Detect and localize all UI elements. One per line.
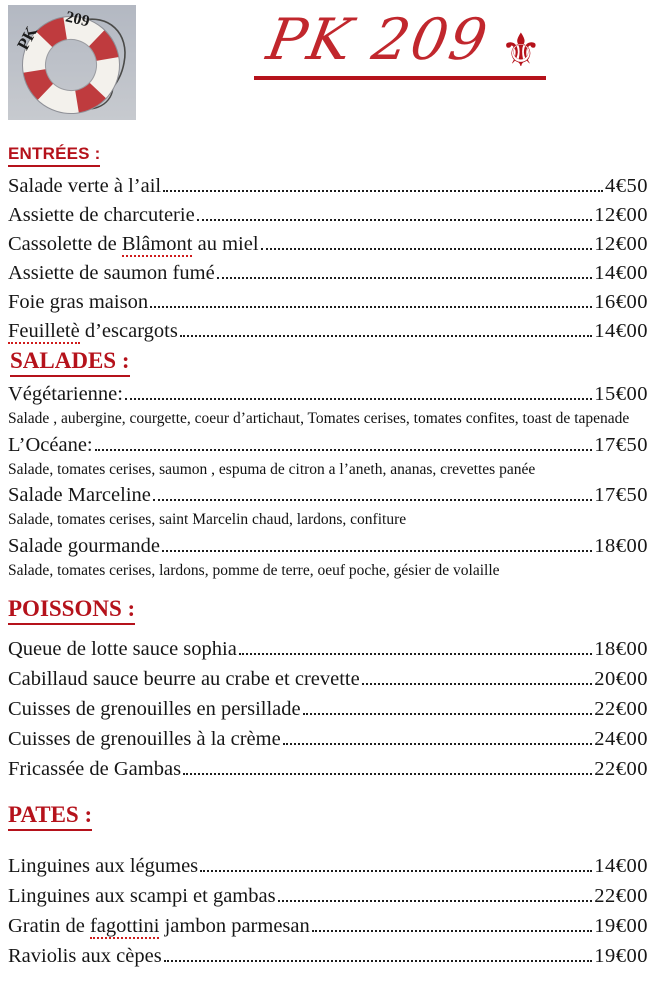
item-name: [8, 230, 259, 259]
item-name-text: Salade gourmande: [8, 534, 160, 557]
item-name-text: Gratin de: [8, 915, 90, 937]
item-name: [8, 881, 276, 911]
item-name: [8, 694, 301, 724]
page-title: PK 209: [262, 7, 495, 73]
item-price: 12€00: [594, 204, 648, 226]
menu-section: [8, 596, 648, 784]
dotted-leader: [200, 870, 592, 872]
item-name: [8, 201, 195, 230]
menu-item-row: [8, 172, 648, 201]
dotted-leader: [153, 499, 592, 501]
dotted-leader: [180, 335, 592, 337]
menu-item-row: [8, 851, 648, 881]
item-price: 15€00: [594, 383, 648, 405]
menu-item-row: [8, 201, 648, 230]
life-ring-image: [8, 5, 136, 120]
item-name: [8, 754, 181, 784]
item-price: 14€00: [594, 855, 648, 877]
item-name: [8, 724, 281, 754]
menu-item-row: [8, 634, 648, 664]
dotted-leader: [261, 248, 593, 250]
item-name-text: Fricassée de Gambas: [8, 758, 182, 780]
dotted-leader: [183, 773, 592, 775]
item-name-text: L’Océane:: [8, 433, 93, 456]
life-ring-photo: [8, 5, 136, 132]
dotted-leader: [95, 449, 593, 451]
item-price: 19€00: [594, 915, 648, 937]
item-name: [8, 911, 310, 941]
menu-item-row: [8, 754, 648, 784]
menu-item-row: [8, 317, 648, 346]
item-name-text: Assiette de charcuterie: [8, 204, 195, 226]
item-name: [8, 431, 93, 460]
item-name-text: Salade verte à l’ail: [8, 175, 162, 197]
item-price: 14€00: [594, 320, 648, 342]
menu-sections: [0, 132, 664, 971]
section-header: SALADES :: [10, 348, 130, 377]
item-name-text: Cabillaud sauce beurre au crabe et crevette: [8, 668, 360, 690]
dotted-leader: [239, 653, 592, 655]
spellcheck-marked-word: Feuilletè: [8, 320, 80, 342]
item-name: [8, 532, 160, 561]
ring-label-209: 209: [63, 8, 92, 31]
dotted-leader: [303, 713, 593, 715]
title-block: [136, 0, 664, 132]
item-description: Salade , aubergine, courgette, coeur d’artichaut, Tomates cerises, tomates confites, toast de tapenade: [8, 410, 630, 427]
item-description: Salade, tomates cerises, saumon , espuma de citron a l’aneth, ananas, crevettes panée: [8, 460, 536, 478]
menu-item-row: [8, 532, 648, 561]
dotted-leader: [312, 930, 593, 932]
menu-item-row: [8, 664, 648, 694]
item-name-text: d’escargots: [79, 320, 178, 342]
item-name-text: au miel: [192, 233, 259, 255]
dotted-leader: [278, 900, 593, 902]
item-name-text: Raviolis aux cèpes: [8, 945, 162, 967]
item-name-text: Cuisses de grenouilles en persillade: [8, 698, 301, 720]
item-name: [8, 380, 123, 409]
menu-item-row: [8, 481, 648, 510]
item-name: [8, 317, 178, 346]
menu-item-row: [8, 694, 648, 724]
item-price: 22€00: [594, 698, 648, 720]
menu-item-row: [8, 259, 648, 288]
dotted-leader: [162, 550, 592, 552]
menu-item-row: [8, 380, 648, 409]
item-price: 24€00: [594, 728, 648, 750]
item-price: 18€00: [594, 534, 648, 557]
item-price: 4€50: [605, 175, 648, 197]
item-price: 22€00: [594, 758, 648, 780]
dotted-leader: [197, 219, 593, 221]
dotted-leader: [217, 277, 593, 279]
item-name: [8, 664, 360, 694]
menu-item-row: [8, 941, 648, 971]
menu-item-row: [8, 431, 648, 460]
item-price: 16€00: [594, 291, 648, 313]
item-name-text: Végétarienne:: [8, 383, 123, 405]
menu-item-row: [8, 724, 648, 754]
menu-section: [8, 346, 648, 580]
section-header: POISSONS :: [8, 596, 135, 625]
item-price: 20€00: [594, 668, 648, 690]
menu-item-row: [8, 288, 648, 317]
menu-header: [0, 0, 664, 132]
ring-label-pk: PK: [13, 23, 42, 53]
menu-item-row: [8, 881, 648, 911]
menu-section: [8, 132, 648, 346]
dotted-leader: [362, 683, 593, 685]
dotted-leader: [163, 190, 603, 192]
item-name: [8, 288, 148, 317]
menu-item-row: [8, 230, 648, 259]
item-name-text: Linguines aux légumes: [8, 855, 199, 877]
fleur-de-lis-icon: ⚜: [500, 23, 542, 77]
item-name: [8, 941, 162, 971]
item-description: Salade, tomates cerises, saint Marcelin chaud, lardons, confiture: [8, 511, 407, 528]
dotted-leader: [150, 306, 592, 308]
dotted-leader: [283, 743, 593, 745]
title-underline: [254, 4, 545, 80]
item-name-text: Linguines aux scampi et gambas: [8, 885, 276, 907]
item-name-text: Cassolette de: [8, 233, 122, 255]
item-name: [8, 851, 198, 881]
item-name-text: Salade Marceline: [8, 484, 151, 506]
item-name: [8, 259, 215, 288]
item-price: 17€50: [594, 484, 648, 506]
item-name-text: Assiette de saumon fumé: [8, 262, 215, 284]
spellcheck-marked-word: Blâmont: [121, 233, 193, 255]
item-price: 22€00: [594, 885, 648, 907]
item-price: 12€00: [594, 233, 648, 255]
section-header: ENTRÉES :: [8, 144, 100, 167]
item-description: Salade, tomates cerises, lardons, pomme de terre, oeuf poche, gésier de volaille: [8, 561, 500, 579]
item-price: 18€00: [594, 638, 648, 660]
dotted-leader: [125, 398, 592, 400]
item-name: [8, 481, 151, 510]
item-name-text: Queue de lotte sauce sophia: [8, 638, 237, 660]
item-name: [8, 634, 237, 664]
item-price: 14€00: [594, 262, 648, 284]
spellcheck-marked-word: fagottini: [89, 915, 160, 937]
item-price: 17€50: [594, 433, 648, 456]
menu-item-row: [8, 911, 648, 941]
item-price: 19€00: [594, 945, 648, 967]
dotted-leader: [164, 960, 593, 962]
menu-section: [8, 802, 648, 971]
section-header: PATES :: [8, 802, 92, 831]
item-name: [8, 172, 161, 201]
item-name-text: jambon parmesan: [159, 915, 310, 937]
item-name-text: Cuisses de grenouilles à la crème: [8, 728, 281, 750]
item-name-text: Foie gras maison: [8, 291, 149, 313]
